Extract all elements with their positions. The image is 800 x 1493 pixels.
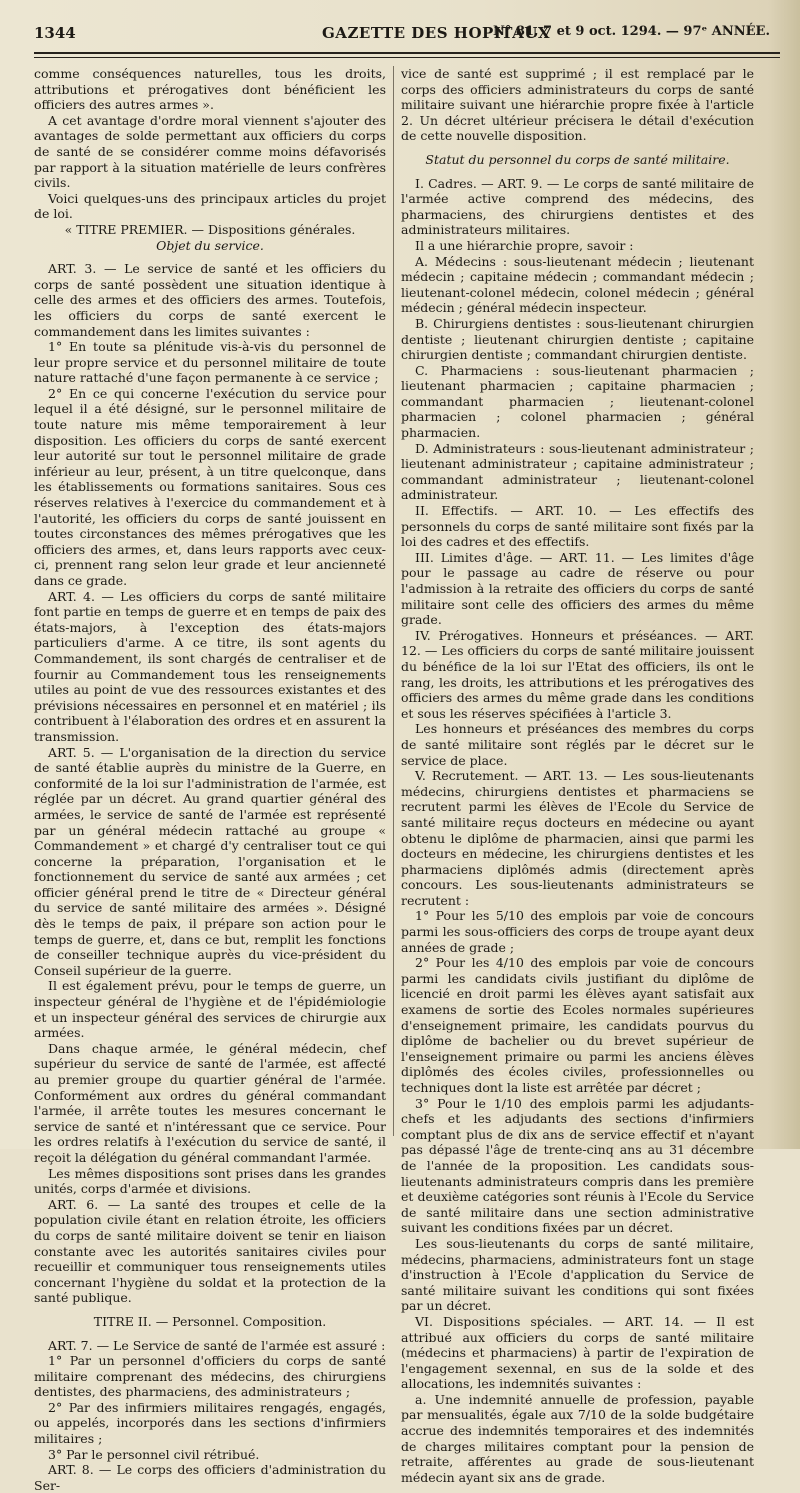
paragraph: ART. 4. — Les officiers du corps de santé militaire font partie en temps de guerre et en temps de paix des états-majors, à l'exception des états-majors particuliers d'arme. A ce titre, ils sont agents du Commandement, ils sont chargés de centraliser et de fournir au Commandement tous les renseignements utiles au point de vue des ressources existantes et des prévisions nécessaires en personnel et en matériel ; ils contribuent à l'élaboration des ordres et en assurent la transmission. bbox=[34, 588, 386, 744]
paragraph: Les sous-lieutenants du corps de santé militaire, médecins, pharmaciens, administrateurs font un stage d'instruction à l'Ecole d'application du Service de santé militaire suivant les conditions qui sont fixées par un décret. bbox=[401, 1235, 754, 1314]
page-header bbox=[34, 24, 780, 46]
paragraph: A cet avantage d'ordre moral viennent s'ajouter des avantages de solde permettant aux officiers du corps de santé de se considérer comme moins défavorisés par rapport à la situation matérielle de leurs confrères civils. bbox=[34, 112, 386, 191]
paragraph: Il est également prévu, pour le temps de guerre, un inspecteur général de l'hygiène et de l'épidémiologie et un inspecteur général des services de chirurgie aux armées. bbox=[34, 978, 386, 1041]
section-title: « TITRE PREMIER. — Dispositions générales. bbox=[64, 221, 356, 237]
paragraph: D. Administrateurs : sous-lieutenant administrateur ; lieutenant administrateur ; capitaine administrateur ; commandant administrateur ; lieutenant-colonel administrateur. bbox=[401, 440, 754, 503]
section-title: Statut du personnel du corps de santé militaire. bbox=[425, 151, 730, 167]
paragraph: IV. Prérogatives. Honneurs et préséances. — ART. 12. — Les officiers du corps de santé militaire jouissent du bénéfice de la loi sur l'Etat des officiers, ils ont le rang, les droits, les attributions et les prérogatives des officiers des armes du même grade dans les conditions et sous les réserves spécifiées à l'article 3. bbox=[401, 627, 754, 721]
paragraph: A. Médecins : sous-lieutenant médecin ; lieutenant médecin ; capitaine médecin ; commandant médecin ; lieutenant-colonel médecin, colonel médecin ; général médecin ; général médecin inspecteur. bbox=[401, 253, 754, 316]
column-divider bbox=[393, 66, 394, 1136]
paragraph: comme conséquences naturelles, tous les droits, attributions et prérogatives dont bénéficient les officiers des autres armes ». bbox=[34, 66, 386, 113]
paragraph: 3° Pour le 1/10 des emplois parmi les adjudants-chefs et les adjudants des sections d'infirmiers comptant plus de dix ans de service effectif et n'ayant pas dépassé l'âge de trente-cinq ans au 31 décembre de l'année de la proposition. Les candidats sous-lieutenants administrateurs compris dans les première et deuxième catégories sont réunis à l'Ecole du Service de santé militaire dans une section administrative suivant les conditions fixées par un décret. bbox=[401, 1095, 754, 1236]
paragraph: ART. 5. — L'organisation de la direction du service de santé établie auprès du ministre de la Guerre, en conformité de la loi sur l'administration de l'armée, est réglée par un décret. Au grand quartier général des armées, le service de santé de l'armée est représenté par un général médecin rattaché au groupe « Commandement » et chargé d'y centraliser tout ce qui concerne la préparation, l'organisation et le fonctionnement du service de santé aux armées ; cet officier général prend le titre de « Directeur général du service de santé militaire des armées ». Désigné dès le temps de paix, il prépare son action pour le temps de guerre, et, dans ce but, remplit les fonctions de conseiller technique auprès du vice-président du Conseil supérieur de la guerre. bbox=[34, 744, 386, 978]
publication-title: GAZETTE DES HOPITAUX bbox=[322, 24, 551, 42]
paragraph: 2° Par des infirmiers militaires rengagés, engagés, ou appelés, incorporés dans les sections d'infirmiers militaires ; bbox=[34, 1399, 386, 1447]
header-rule-thin bbox=[34, 57, 780, 58]
section-subtitle: Objet du service. bbox=[156, 237, 264, 253]
paragraph: Voici quelques-uns des principaux articles du projet de loi. bbox=[34, 190, 386, 222]
paragraph: Il a une hiérarchie propre, savoir : bbox=[415, 237, 634, 253]
section-title: TITRE II. — Personnel. Composition. bbox=[93, 1313, 327, 1329]
paragraph: Dans chaque armée, le général médecin, chef supérieur du service de santé de l'armée, est affecté au premier groupe du quartier général de l'armée. Conformément aux ordres du général commandant l'armée, il arrête toutes les mesures concernant le service de santé et n'intéressant que ce service. Pour les ordres relatifs à l'exécution du service de santé, il reçoit la délégation du général commandant l'armée. bbox=[34, 1040, 386, 1165]
paragraph: VI. Dispositions spéciales. — ART. 14. — Il est attribué aux officiers du corps de santé militaire (médecins et pharmaciens) à partir de l'expiration de l'engagement sexennal, en sus de la solde et des allocations, les indemnités suivantes : bbox=[401, 1313, 754, 1392]
right-column bbox=[401, 66, 754, 1485]
paragraph: a. Une indemnité annuelle de profession, payable par mensualités, égale aux 7/10 de la solde budgétaire accrue des indemnités temporaires et des indemnités de charges militaires comptant pour la pension de retraite, afférentes au grade de sous-lieutenant médecin ayant six ans de grade. bbox=[401, 1391, 754, 1485]
paragraph: 1° En toute sa plénitude vis-à-vis du personnel de leur propre service et du personnel militaire de toute nature rattaché d'une façon permanente à ce service ; bbox=[34, 339, 386, 386]
header-rule bbox=[34, 52, 780, 54]
paragraph: ART. 8. — Le corps des officiers d'administration du Ser- bbox=[34, 1462, 386, 1493]
paragraph: 3° Par le personnel civil rétribué. bbox=[48, 1446, 260, 1462]
paragraph: II. Effectifs. — ART. 10. — Les effectifs des personnels du corps de santé militaire sont fixés par la loi des cadres et des effectifs. bbox=[401, 503, 754, 550]
paragraph: vice de santé est supprimé ; il est remplacé par le corps des officiers administrateurs du corps de santé militaire suivant une hiérarchie propre fixée à l'article 2. Un décret ultérieur précisera le détail d'exécution de cette nouvelle disposition. bbox=[401, 66, 754, 144]
paragraph: 2° En ce qui concerne l'exécution du service pour lequel il a été désigné, sur le personnel militaire de toute nature mis même temporairement à leur disposition. Les officiers du corps de santé exercent leur autorité sur tout le personnel militaire de grade inférieur au leur, présent, à un titre quelconque, dans les établissements ou formations sanitaires. Sous ces réserves relatives à l'exercice du commandement et à l'autorité, les officiers du corps de santé jouissent en toutes circonstances des mêmes prérogatives que les officiers des armes, et, dans leurs rapports avec ceux-ci, prennent rang selon leur grade et leur ancienneté dans ce grade. bbox=[34, 385, 386, 588]
issue-info: N° 81, 7 et 9 oct. 1294. — 97ᵉ ANNÉE. bbox=[493, 24, 770, 39]
paragraph: 2° Pour les 4/10 des emplois par voie de concours parmi les candidats civils justifiant du diplôme de licencié en droit parmi les élèves ayant satisfait aux examens de sortie des Ecoles normales supérieures d'enseignement primaire, les candidats pourvus du diplôme de bachelier ou du brevet supérieur de l'enseignement primaire ou parmi les anciens élèves diplômés des écoles civiles, professionnelles ou techniques dont la liste est arrêtée par décret ; bbox=[401, 955, 754, 1095]
paragraph: B. Chirurgiens dentistes : sous-lieutenant chirurgien dentiste ; lieutenant chirurgien dentiste ; capitaine chirurgien dentiste ; commandant chirurgien dentiste. bbox=[401, 315, 754, 363]
paragraph: III. Limites d'âge. — ART. 11. — Les limites d'âge pour le passage au cadre de réserve ou pour l'admission à la retraite des officiers du corps de santé militaire sont celle des officiers des armes du même grade. bbox=[401, 549, 754, 628]
paragraph: 1° Par un personnel d'officiers du corps de santé militaire comprenant des médecins, des chirurgiens dentistes, des pharmaciens, des administrateurs ; bbox=[34, 1353, 386, 1400]
paragraph: V. Recrutement. — ART. 13. — Les sous-lieutenants médecins, chirurgiens dentistes et pharmaciens se recrutent parmi les élèves de l'Ecole du Service de santé militaire reçus docteurs en médecine ou ayant obtenu le diplôme de pharmacien, ainsi que parmi les docteurs en médecine, les chirurgiens dentistes et les pharmaciens diplômés admis (directement après concours. Les sous-lieutenants administrateurs se recrutent : bbox=[401, 768, 754, 908]
paragraph: ART. 7. — Le Service de santé de l'armée est assuré : bbox=[48, 1337, 386, 1353]
paragraph: ART. 6. — La santé des troupes et celle de la population civile étant en relation étroite, les officiers du corps de santé militaire doivent se tenir en liaison constante avec les autorités sanitaires civiles pour recueillir et communiquer tous renseignements utiles concernant l'hygiène du soldat et la protection de la santé publique. bbox=[34, 1196, 386, 1306]
paragraph: 1° Pour les 5/10 des emplois par voie de concours parmi les sous-officiers des corps de troupe ayant deux années de grade ; bbox=[401, 908, 754, 955]
page-number: 1344 bbox=[34, 24, 76, 42]
paragraph: C. Pharmaciens : sous-lieutenant pharmacien ; lieutenant pharmacien ; capitaine pharmacien ; commandant pharmacien ; lieutenant-colonel pharmacien ; colonel pharmacien ; général pharmacien. bbox=[401, 362, 754, 441]
paragraph: ART. 3. — Le service de santé et les officiers du corps de santé possèdent une situation identique à celle des armes et des officiers des armes. Toutefois, les officiers du corps de santé exercent le commandement dans les limites suivantes : bbox=[34, 261, 386, 339]
left-column bbox=[34, 66, 386, 1493]
paragraph: Les mêmes dispositions sont prises dans les grandes unités, corps d'armée et divisions. bbox=[34, 1165, 386, 1197]
paragraph: Les honneurs et préséances des membres du corps de santé militaire sont réglés par le décret sur le service de place. bbox=[401, 721, 754, 768]
paragraph: I. Cadres. — ART. 9. — Le corps de santé militaire de l'armée active comprend des médecins, des pharmaciens, des chirurgiens dentistes et des administrateurs militaires. bbox=[401, 175, 754, 238]
